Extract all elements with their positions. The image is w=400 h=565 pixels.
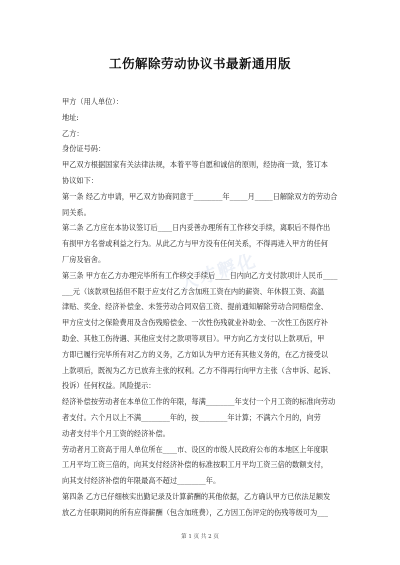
- document-body: [62, 94, 348, 521]
- page-footer: 第 1 页 共 2 页: [181, 534, 219, 540]
- document-line: 上款项后，既视为乙方已放弃主张的权利。乙方不得再行向甲方主张（含申诉、起诉、: [62, 365, 336, 375]
- document-line: 经济补偿按劳动者在本单位工作的年限，每满________年支付一个月工资的标准向劳动: [62, 397, 336, 407]
- document-line: 向其支付经济补偿的年限最高不超过________年。: [62, 476, 221, 486]
- document-line: 协议如下：: [62, 175, 98, 185]
- document-line: 工月平均工资三倍的，向其支付经济补偿的标准按职工月平均工资三倍的数额支付，: [62, 460, 328, 470]
- document-line: ___元（该款项包括但不限于应支付乙方含加班工资在内的薪资、年休假工资、高温: [62, 286, 325, 296]
- document-line: 厂房及宿舍。: [62, 254, 106, 264]
- document-line: 有损甲方名誉或利益之行为。从此乙方与甲方没有任何关系，不得再进入甲方的任何: [62, 239, 328, 249]
- document-line: 甲乙双方根据国家有关法律法规，本着平等自愿和诚信的原则，经协商一致，签订本: [62, 160, 328, 170]
- document-line: 方即已履行完毕所有对乙方的义务，乙方如认为甲方还有其他义务的，在乙方接受以: [62, 349, 328, 359]
- document-line: 动者支付半个月工资的经济补偿。: [62, 428, 170, 438]
- document-line: 身份证号码：: [62, 144, 106, 154]
- document-line: 同关系。: [62, 207, 91, 217]
- document-line: 放乙方任职期间的所有应得薪酬（包含加班费），乙方因工伤评定的伤残等级可为___: [62, 507, 328, 517]
- document-line: 第三条 甲方在乙方办理完毕所有工作移交手续后____日内向乙方支付款项计人民币____: [62, 270, 338, 280]
- document-line: 助金、其他工伤待遇、其他应支付之款项等项目）。甲方向乙方支付以上款项后，甲: [62, 333, 325, 343]
- document-line: 津贴、奖金、经济补偿金、未签劳动合同双倍工资、提前通知解除劳动合同赔偿金、: [62, 302, 328, 312]
- watermark: 人才孵化: [177, 250, 260, 295]
- document-line: 甲方应支付之保险费用及含伤残赔偿金、一次性伤残就业补助金、一次性工伤医疗补: [62, 318, 328, 328]
- document-line: 第一条 经乙方申请，甲乙双方协商同意于________年_____月_____日解除双方的劳动合: [62, 191, 338, 201]
- document-line: 第四条 乙方已仔细核实出勤记录及计算薪酬的其他依据，乙方确认甲方已依法足额发: [62, 491, 331, 501]
- document-line: 甲方（用人单位）：: [62, 97, 124, 106]
- document-title: 工伤解除劳动协议书最新通用版: [108, 56, 291, 71]
- document-line: 地址:: [62, 112, 79, 122]
- document-line: 第二条 乙方应在本协议签订后____日内妥善办理所有工作移交手续，离职后不得作出: [62, 223, 331, 233]
- document-line: 者支付。六个月以上不满________年的，按________年计算；不满六个月的，向劳: [62, 412, 321, 422]
- document-line: 乙方：: [62, 128, 84, 138]
- document-line: 投诉）任何权益。风险提示：: [62, 381, 156, 391]
- document-line: 劳动者月工资高于用人单位所在____市、设区的市级人民政府公布的本地区上年度职: [62, 444, 328, 454]
